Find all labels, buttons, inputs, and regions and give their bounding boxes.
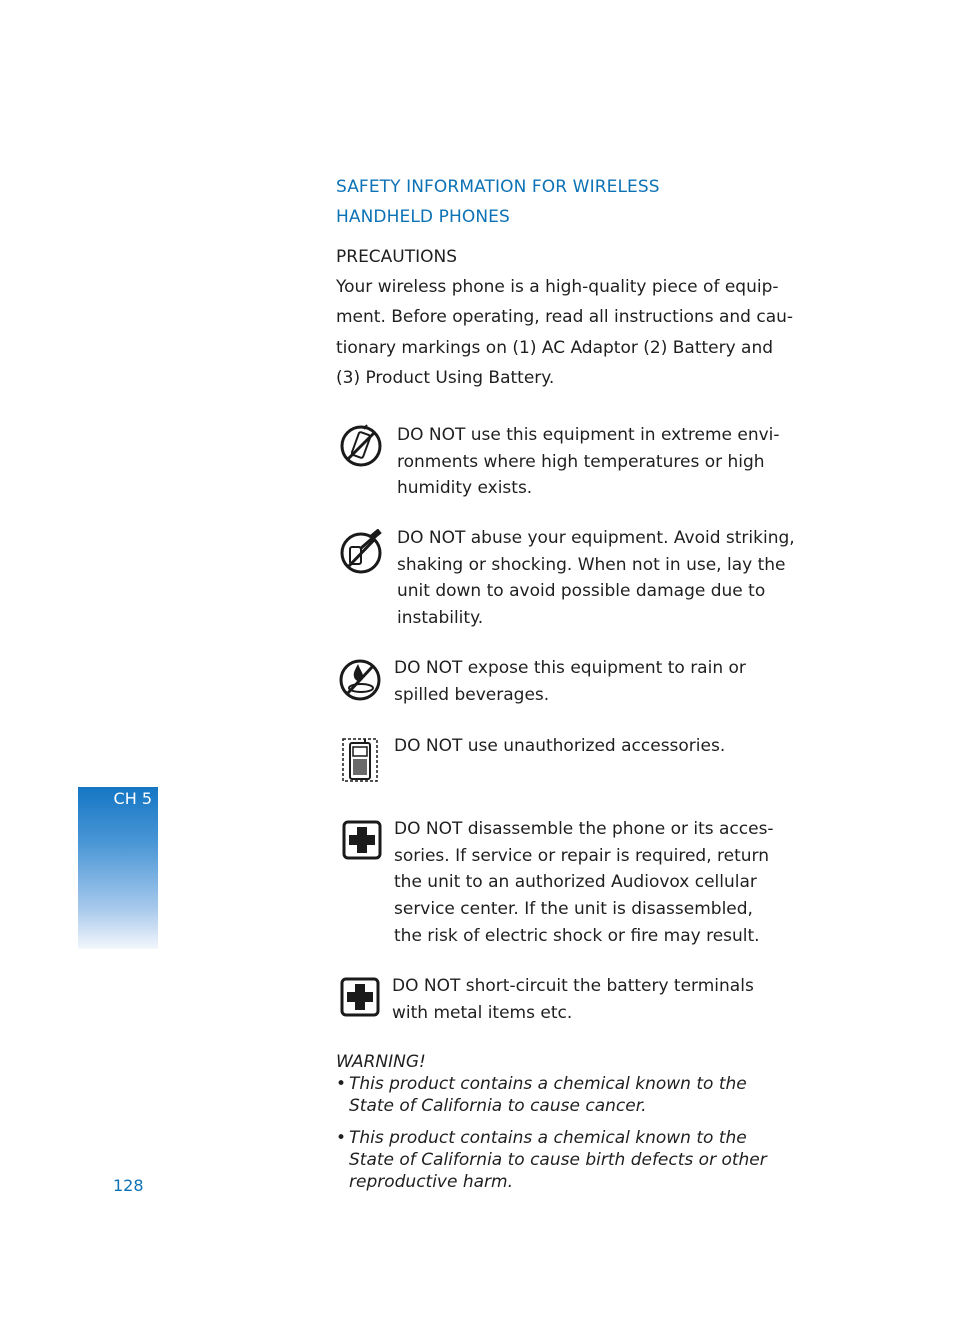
precaution-line: DO NOT abuse your equipment. Avoid striking, [397,528,795,548]
precaution-line: DO NOT disassemble the phone or its acces- [394,819,774,839]
precaution-line: DO NOT short-circuit the battery terminals [392,976,754,996]
precaution-line: with metal items etc. [392,1002,573,1023]
precaution-text [397,422,780,502]
precaution-text [394,655,746,708]
precaution-line: DO NOT expose this equipment to rain or [394,658,746,678]
warning-line: State of California to cause cancer. [349,1096,647,1116]
page-number: 128 [113,1176,144,1195]
precaution-line: ronments where high temperatures or high [397,451,765,472]
warning-line: reproductive harm. [349,1172,513,1192]
precaution-text [394,733,725,760]
phone-accessory-icon [338,737,384,783]
precaution-line: shaking or shocking. When not in use, lay the [397,554,786,575]
bullet-symbol: • [336,1128,347,1148]
section-heading: PRECAUTIONS [336,247,458,267]
warning-bullet [336,1073,776,1117]
chapter-label: CH 5 [113,789,152,808]
warning-line: This product contains a chemical known to the [349,1074,747,1094]
intro-line: ment. Before operating, read all instructions and cau- [336,307,794,328]
intro-paragraph [336,272,794,393]
precaution-line: service center. If the unit is disassembled, [394,899,753,920]
bullet-symbol: • [336,1074,347,1094]
no-liquid-icon [338,656,384,702]
no-hammer-icon [338,529,384,575]
precaution-line: humidity exists. [397,478,533,499]
title-line: HANDHELD PHONES [336,207,510,227]
precaution-line: the risk of electric shock or fire may result. [394,925,760,946]
intro-line: Your wireless phone is a high-quality piece of equip- [336,277,779,297]
warning-block [336,1051,776,1193]
precaution-line: spilled beverages. [394,684,550,705]
first-aid-cross-icon [336,975,382,1021]
intro-line: tionary markings on (1) AC Adaptor (2) Battery and [336,337,774,358]
precaution-line: unit down to avoid possible damage due to [397,581,766,602]
precaution-line: the unit to an authorized Audiovox cellular [394,872,757,893]
precaution-text [392,973,754,1026]
warning-bullet [336,1127,776,1193]
precaution-text [394,816,774,950]
precaution-line: sories. If service or repair is required, return [394,845,769,866]
precaution-line: DO NOT use unauthorized accessories. [394,736,726,756]
warning-line: State of California to cause birth defects or other [349,1150,767,1170]
warning-title: WARNING! [336,1052,426,1072]
precaution-text [397,525,795,632]
intro-line: (3) Product Using Battery. [336,367,555,388]
warning-line: This product contains a chemical known to the [349,1128,747,1148]
precaution-line: DO NOT use this equipment in extreme envi- [397,425,780,445]
first-aid-cross-icon [338,818,384,864]
page-title [336,172,796,232]
title-line: SAFETY INFORMATION FOR WIRELESS [336,177,660,197]
chapter-tab [78,787,158,949]
precaution-line: instability. [397,608,484,629]
no-phone-heat-icon [338,423,384,469]
